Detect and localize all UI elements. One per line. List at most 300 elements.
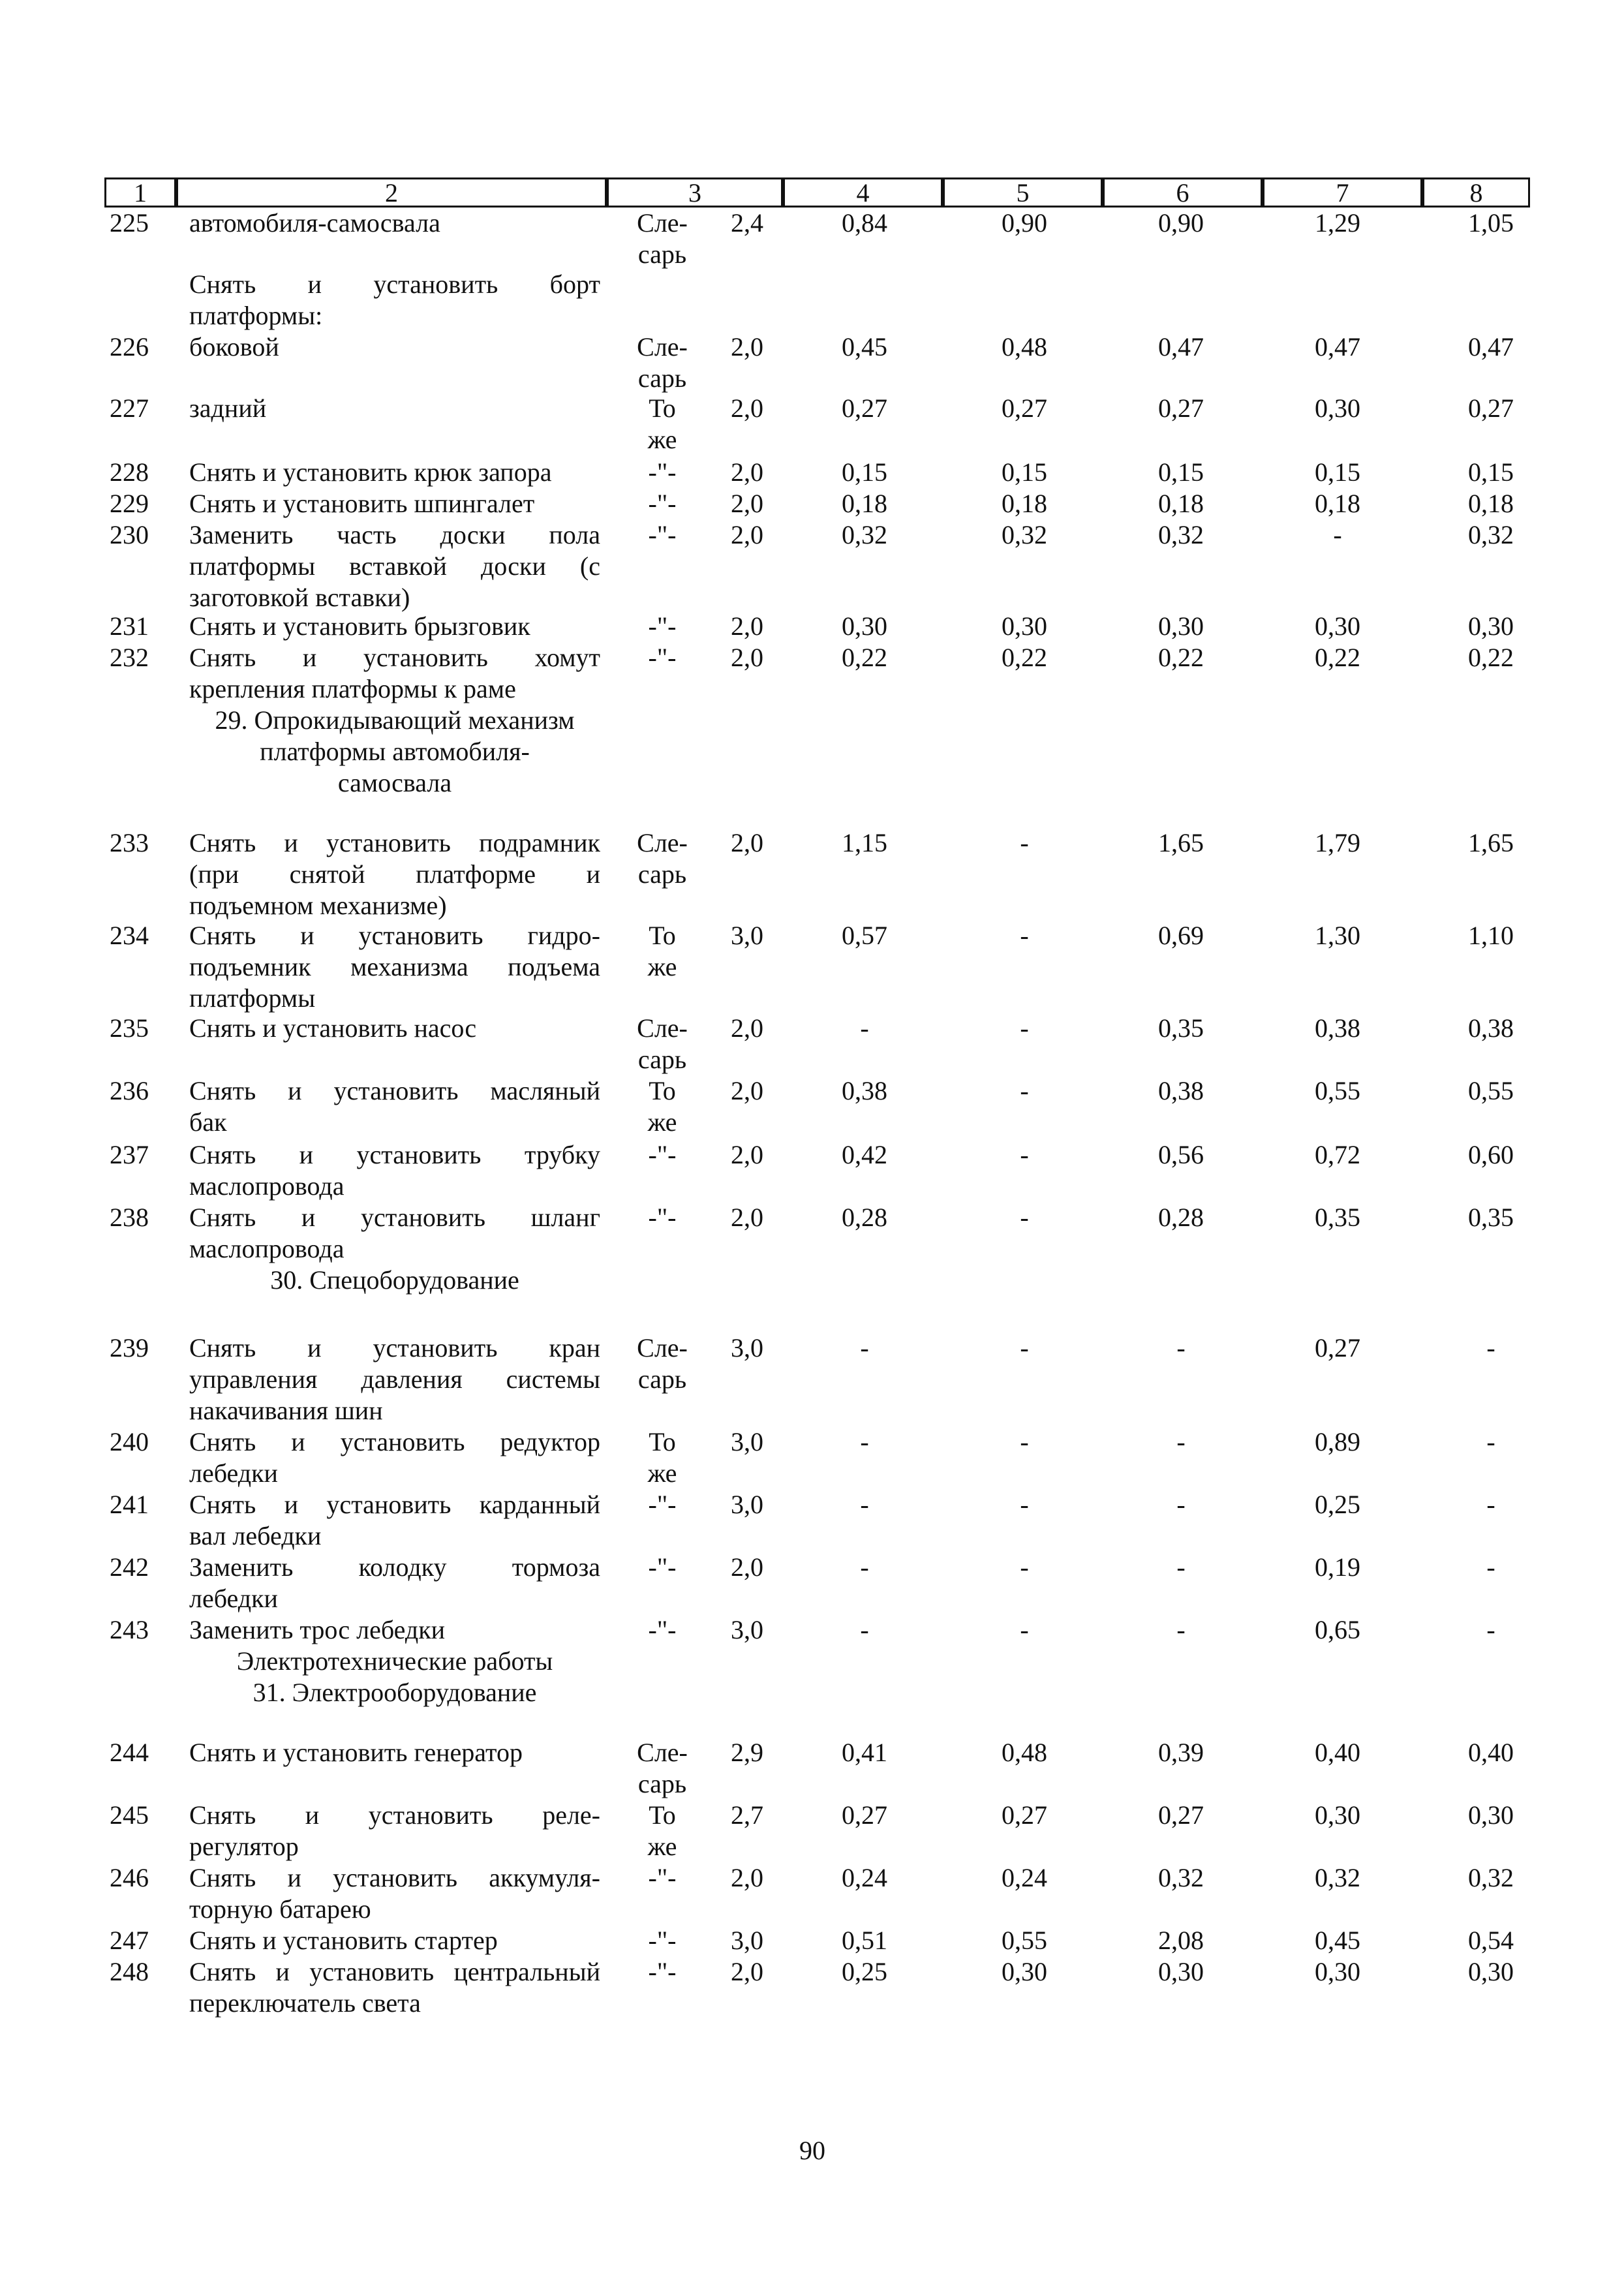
value-col6: - [1176,1552,1186,1582]
value-col6: 2,08 [1158,1926,1204,1955]
grade: 2,0 [731,1957,763,1986]
worker-line: сарь [637,239,687,269]
value-col7: 1,79 [1315,828,1360,857]
value-col6: 0,47 [1158,332,1204,362]
value-col8: 0,55 [1468,1076,1514,1105]
operation-description [189,827,600,921]
row-number: 248 [110,1957,149,1986]
description-line: Заменить трос лебедки [189,1615,446,1644]
description-line: Снять и установить стартер [189,1926,498,1955]
value-col5: 0,48 [1002,1738,1047,1767]
grade: 2,7 [731,1800,763,1830]
operation-description [189,1800,600,1862]
description-line: Снять и установить борт [189,269,600,299]
worker-profession [626,1332,698,1395]
description-line: крепления платформы к раме [189,674,516,703]
header-label: 5 [1016,178,1030,208]
value-col5: 0,30 [1002,1957,1047,1986]
description-line: Снять и установить трубку [189,1140,600,1169]
worker-profession [626,519,698,551]
value-col7: 0,19 [1315,1552,1360,1582]
value-col5: - [1020,921,1029,950]
value-col8: 0,35 [1468,1203,1514,1232]
row-number: 232 [110,643,149,672]
value-col7: 1,30 [1315,921,1360,950]
value-col4: - [860,1333,869,1362]
worker-profession [626,1202,698,1233]
value-col7: - [1333,520,1342,549]
description-line: Снять и установить центральный [189,1957,600,1986]
value-col6: 0,32 [1158,520,1204,549]
row-number: 239 [110,1333,149,1362]
value-col5: - [1020,1076,1029,1105]
operation-description [189,920,600,1014]
value-col5: - [1020,1427,1029,1456]
value-col7: 0,45 [1315,1926,1360,1955]
worker-line: же [647,952,677,981]
value-col7: 0,27 [1315,1333,1360,1362]
value-col7: 0,30 [1315,393,1360,423]
value-col6: - [1176,1490,1186,1519]
value-col8: 0,27 [1468,393,1514,423]
row-number: 226 [110,332,149,362]
worker-profession [626,1552,698,1583]
section-heading-line: 31. Электрооборудование [253,1678,537,1707]
value-col5: - [1020,1140,1029,1169]
value-col8: 0,15 [1468,457,1514,487]
operation-description [189,331,600,363]
description-line: Снять и установить брызговик [189,611,530,641]
grade: 3,0 [731,1490,763,1519]
value-col8: 1,05 [1468,208,1514,238]
value-col5: 0,24 [1002,1863,1047,1892]
value-col5: 0,18 [1002,489,1047,518]
worker-profession [626,1925,698,1956]
value-col7: 0,30 [1315,1800,1360,1830]
value-col6: 0,56 [1158,1140,1204,1169]
worker-line: сарь [637,1364,687,1394]
operation-description [189,1332,600,1426]
value-col6: - [1176,1615,1186,1644]
worker-profession [626,1139,698,1171]
value-col7: 0,30 [1315,1957,1360,1986]
grade: 3,0 [731,1427,763,1456]
worker-profession [626,611,698,642]
row-number: 231 [110,611,149,641]
description-line: Снять и установить масляный [189,1076,600,1105]
description-line: Снять и установить реле- [189,1800,600,1830]
worker-line: Сле- [637,1333,688,1362]
value-col5: 0,22 [1002,643,1047,672]
description-line: лебедки [189,1584,278,1613]
description-line: Снять и установить кран [189,1333,600,1362]
value-col6: 0,18 [1158,489,1204,518]
value-col7: 0,35 [1315,1203,1360,1232]
worker-line: -"- [648,643,677,672]
row-number: 225 [110,208,149,238]
worker-line: То [649,1800,676,1830]
description-line: Снять и установить редуктор [189,1427,600,1456]
description-line: подъемном механизме) [189,891,447,920]
operation-description [189,1737,600,1768]
description-line: платформы [189,983,316,1013]
description-line: лебедки [189,1458,278,1488]
worker-line: сарь [637,363,687,393]
description-line: Снять и установить аккумуля- [189,1863,600,1892]
description-line: бак [189,1107,227,1137]
value-col7: 0,30 [1315,611,1360,641]
description-line: накачивания шин [189,1396,383,1425]
worker-line: -"- [648,1863,677,1892]
grade: 2,4 [731,208,763,238]
value-col7: 0,72 [1315,1140,1360,1169]
worker-line: же [647,1107,677,1137]
description-line: Снять и установить карданный [189,1490,600,1519]
worker-profession [626,488,698,519]
grade: 2,0 [731,1863,763,1892]
description-line: управления давления системы [189,1364,600,1394]
value-col8: 0,54 [1468,1926,1514,1955]
value-col4: 0,57 [842,921,887,950]
value-col5: - [1020,1333,1029,1362]
value-col4: 0,30 [842,611,887,641]
worker-line: Сле- [637,1013,688,1043]
worker-line: сарь [637,859,687,889]
operation-description [189,1614,600,1646]
description-line: Снять и установить гидро- [189,921,600,950]
row-number: 230 [110,520,149,549]
value-col8: 1,65 [1468,828,1514,857]
operation-description [189,1426,600,1489]
worker-profession [626,1956,698,1988]
operation-description [189,1925,600,1956]
header-label: 2 [385,178,398,208]
description-line: Снять и установить шланг [189,1203,600,1232]
worker-line: же [647,1832,677,1861]
value-col8: - [1486,1615,1495,1644]
operation-description [189,1552,600,1614]
worker-line: -"- [648,457,677,487]
worker-line: Сле- [637,332,688,362]
value-col4: 0,27 [842,393,887,423]
row-number: 240 [110,1427,149,1456]
value-col4: 0,28 [842,1203,887,1232]
operation-description [189,1013,600,1044]
value-col5: 0,90 [1002,208,1047,238]
value-col4: 0,45 [842,332,887,362]
header-label: 7 [1336,178,1349,208]
value-col5: 0,27 [1002,393,1047,423]
value-col6: 0,32 [1158,1863,1204,1892]
value-col8: 0,60 [1468,1140,1514,1169]
value-col8: 0,30 [1468,611,1514,641]
grade: 2,0 [731,643,763,672]
description-line: Снять и установить крюк запора [189,457,552,487]
grade: 3,0 [731,921,763,950]
worker-line: -"- [648,1957,677,1986]
worker-line: же [647,425,677,454]
description-line: боковой [189,332,279,362]
value-col6: 0,22 [1158,643,1204,672]
value-col4: 0,15 [842,457,887,487]
operation-description [189,1862,600,1925]
value-col4: 1,15 [842,828,887,857]
operation-description [189,1202,600,1265]
description-line: вал лебедки [189,1521,322,1550]
row-number: 243 [110,1615,149,1644]
value-col4: 0,18 [842,489,887,518]
description-line: Снять и установить хомут [189,643,600,672]
description-line: (при снятой платформе и [189,859,600,889]
row-number: 236 [110,1076,149,1105]
worker-profession [626,1737,698,1800]
section-heading-line: Электротехнические работы [236,1646,553,1676]
description-line: маслопровода [189,1171,345,1201]
description-line: платформы: [189,301,323,330]
value-col4: 0,22 [842,643,887,672]
header-label: 4 [856,178,870,208]
value-col5: - [1020,828,1029,857]
section-heading-line: платформы автомобиля- [260,737,530,766]
operation-description [189,488,600,519]
row-number: 234 [110,921,149,950]
section-heading [189,1265,600,1296]
worker-line: То [649,1427,676,1456]
value-col7: 0,38 [1315,1013,1360,1043]
description-line: Снять и установить генератор [189,1738,523,1767]
operation-description [189,1075,600,1138]
worker-profession [626,1862,698,1894]
value-col5: - [1020,1615,1029,1644]
value-col4: - [860,1615,869,1644]
section-heading-line: 30. Спецоборудование [270,1265,519,1295]
row-number: 244 [110,1738,149,1767]
grade: 2,0 [731,1203,763,1232]
value-col8: 0,18 [1468,489,1514,518]
description-line: переключатель света [189,1988,421,2018]
header-label: 6 [1176,178,1189,208]
grade: 2,0 [731,1140,763,1169]
value-col6: 0,39 [1158,1738,1204,1767]
value-col8: - [1486,1333,1495,1362]
value-col5: 0,48 [1002,332,1047,362]
row-number: 227 [110,393,149,423]
worker-profession [626,1489,698,1520]
value-col8: 0,47 [1468,332,1514,362]
value-col4: 0,32 [842,520,887,549]
description-line: заготовкой вставки) [189,583,410,612]
worker-profession [626,1800,698,1862]
worker-profession [626,920,698,983]
value-col6: 0,30 [1158,611,1204,641]
worker-line: Сле- [637,828,688,857]
operation-description [189,1489,600,1552]
row-number: 238 [110,1203,149,1232]
worker-line: Сле- [637,1738,688,1767]
value-col8: - [1486,1552,1495,1582]
value-col8: 0,30 [1468,1800,1514,1830]
section-heading [189,705,600,799]
row-number: 233 [110,828,149,857]
value-col5: 0,55 [1002,1926,1047,1955]
worker-line: -"- [648,489,677,518]
grade: 2,0 [731,1552,763,1582]
value-col7: 0,32 [1315,1863,1360,1892]
grade: 2,0 [731,457,763,487]
value-col6: 0,27 [1158,393,1204,423]
worker-line: Сле- [637,208,688,238]
value-col7: 0,55 [1315,1076,1360,1105]
value-col6: 0,69 [1158,921,1204,950]
value-col5: - [1020,1203,1029,1232]
value-col7: 0,47 [1315,332,1360,362]
description-line: Снять и установить шпингалет [189,489,535,518]
value-col4: 0,27 [842,1800,887,1830]
worker-line: же [647,1458,677,1488]
worker-line: То [649,1076,676,1105]
value-col8: - [1486,1490,1495,1519]
description-line: автомобиля-самосвала [189,208,440,238]
operation-description [189,642,600,705]
description-line: Снять и установить насос [189,1013,477,1043]
operation-description [189,269,600,331]
row-number: 235 [110,1013,149,1043]
row-number: 229 [110,489,149,518]
value-col6: 0,27 [1158,1800,1204,1830]
value-col6: 0,38 [1158,1076,1204,1105]
worker-profession [626,1013,698,1075]
value-col6: 0,30 [1158,1957,1204,1986]
value-col5: - [1020,1490,1029,1519]
value-col6: - [1176,1427,1186,1456]
section-heading-line: 29. Опрокидывающий механизм [215,705,575,735]
worker-profession [626,457,698,488]
worker-line: То [649,393,676,423]
value-col8: 0,38 [1468,1013,1514,1043]
value-col8: 0,40 [1468,1738,1514,1767]
value-col5: 0,15 [1002,457,1047,487]
value-col4: 0,24 [842,1863,887,1892]
worker-line: -"- [648,611,677,641]
description-line: регулятор [189,1832,299,1861]
value-col4: 0,51 [842,1926,887,1955]
grade: 2,0 [731,489,763,518]
worker-line: -"- [648,1140,677,1169]
operation-description [189,393,600,424]
value-col7: 0,65 [1315,1615,1360,1644]
value-col8: 1,10 [1468,921,1514,950]
operation-description [189,1139,600,1202]
grade: 2,0 [731,828,763,857]
value-col6: 0,35 [1158,1013,1204,1043]
row-number: 246 [110,1863,149,1892]
grade: 3,0 [731,1333,763,1362]
value-col7: 0,18 [1315,489,1360,518]
value-col7: 0,40 [1315,1738,1360,1767]
value-col4: 0,38 [842,1076,887,1105]
grade: 3,0 [731,1926,763,1955]
description-line: маслопровода [189,1234,345,1263]
value-col4: - [860,1552,869,1582]
worker-profession [626,1075,698,1138]
description-line: платформы вставкой доски (с [189,551,600,581]
operation-description [189,611,600,642]
worker-line: То [649,921,676,950]
worker-line: -"- [648,1552,677,1582]
worker-line: -"- [648,1490,677,1519]
grade: 2,9 [731,1738,763,1767]
row-number: 242 [110,1552,149,1582]
value-col5: - [1020,1552,1029,1582]
header-label: 1 [134,178,147,208]
value-col8: 0,32 [1468,1863,1514,1892]
description-line: задний [189,393,267,423]
value-col7: 0,89 [1315,1427,1360,1456]
worker-line: -"- [648,520,677,549]
grade: 2,0 [731,393,763,423]
header-label: 8 [1469,178,1483,208]
row-number: 247 [110,1926,149,1955]
value-col6: - [1176,1333,1186,1362]
value-col4: 0,41 [842,1738,887,1767]
operation-description [189,519,600,613]
value-col8: 0,32 [1468,520,1514,549]
grade: 3,0 [731,1615,763,1644]
worker-profession [626,1614,698,1646]
value-col8: 0,30 [1468,1957,1514,1986]
worker-line: -"- [648,1203,677,1232]
section-heading [189,1646,600,1708]
worker-line: -"- [648,1615,677,1644]
grade: 2,0 [731,520,763,549]
value-col5: 0,32 [1002,520,1047,549]
page-number: 90 [799,2136,825,2165]
value-col7: 0,25 [1315,1490,1360,1519]
row-number: 228 [110,457,149,487]
worker-profession [626,1426,698,1489]
value-col5: - [1020,1013,1029,1043]
value-col4: 0,84 [842,208,887,238]
value-col7: 0,22 [1315,643,1360,672]
value-col4: 0,42 [842,1140,887,1169]
operation-description [189,1956,600,2019]
description-line: подъемник механизма подъема [189,952,600,981]
description-line: Снять и установить подрамник [189,828,600,857]
value-col8: 0,22 [1468,643,1514,672]
value-col7: 0,15 [1315,457,1360,487]
worker-profession [626,827,698,890]
value-col5: 0,30 [1002,611,1047,641]
header-label: 3 [688,178,701,208]
operation-description [189,457,600,488]
value-col4: 0,25 [842,1957,887,1986]
value-col4: - [860,1490,869,1519]
value-col4: - [860,1427,869,1456]
description-line: торную батарею [189,1894,371,1924]
row-number: 241 [110,1490,149,1519]
section-heading-line: самосвала [337,768,452,797]
description-line: Заменить часть доски пола [189,520,600,549]
description-line: Заменить колодку тормоза [189,1552,600,1582]
row-number: 245 [110,1800,149,1830]
worker-line: сарь [637,1769,687,1798]
worker-profession [626,393,698,455]
row-number: 237 [110,1140,149,1169]
grade: 2,0 [731,1013,763,1043]
worker-profession [626,331,698,394]
value-col6: 0,90 [1158,208,1204,238]
worker-profession [626,208,698,270]
